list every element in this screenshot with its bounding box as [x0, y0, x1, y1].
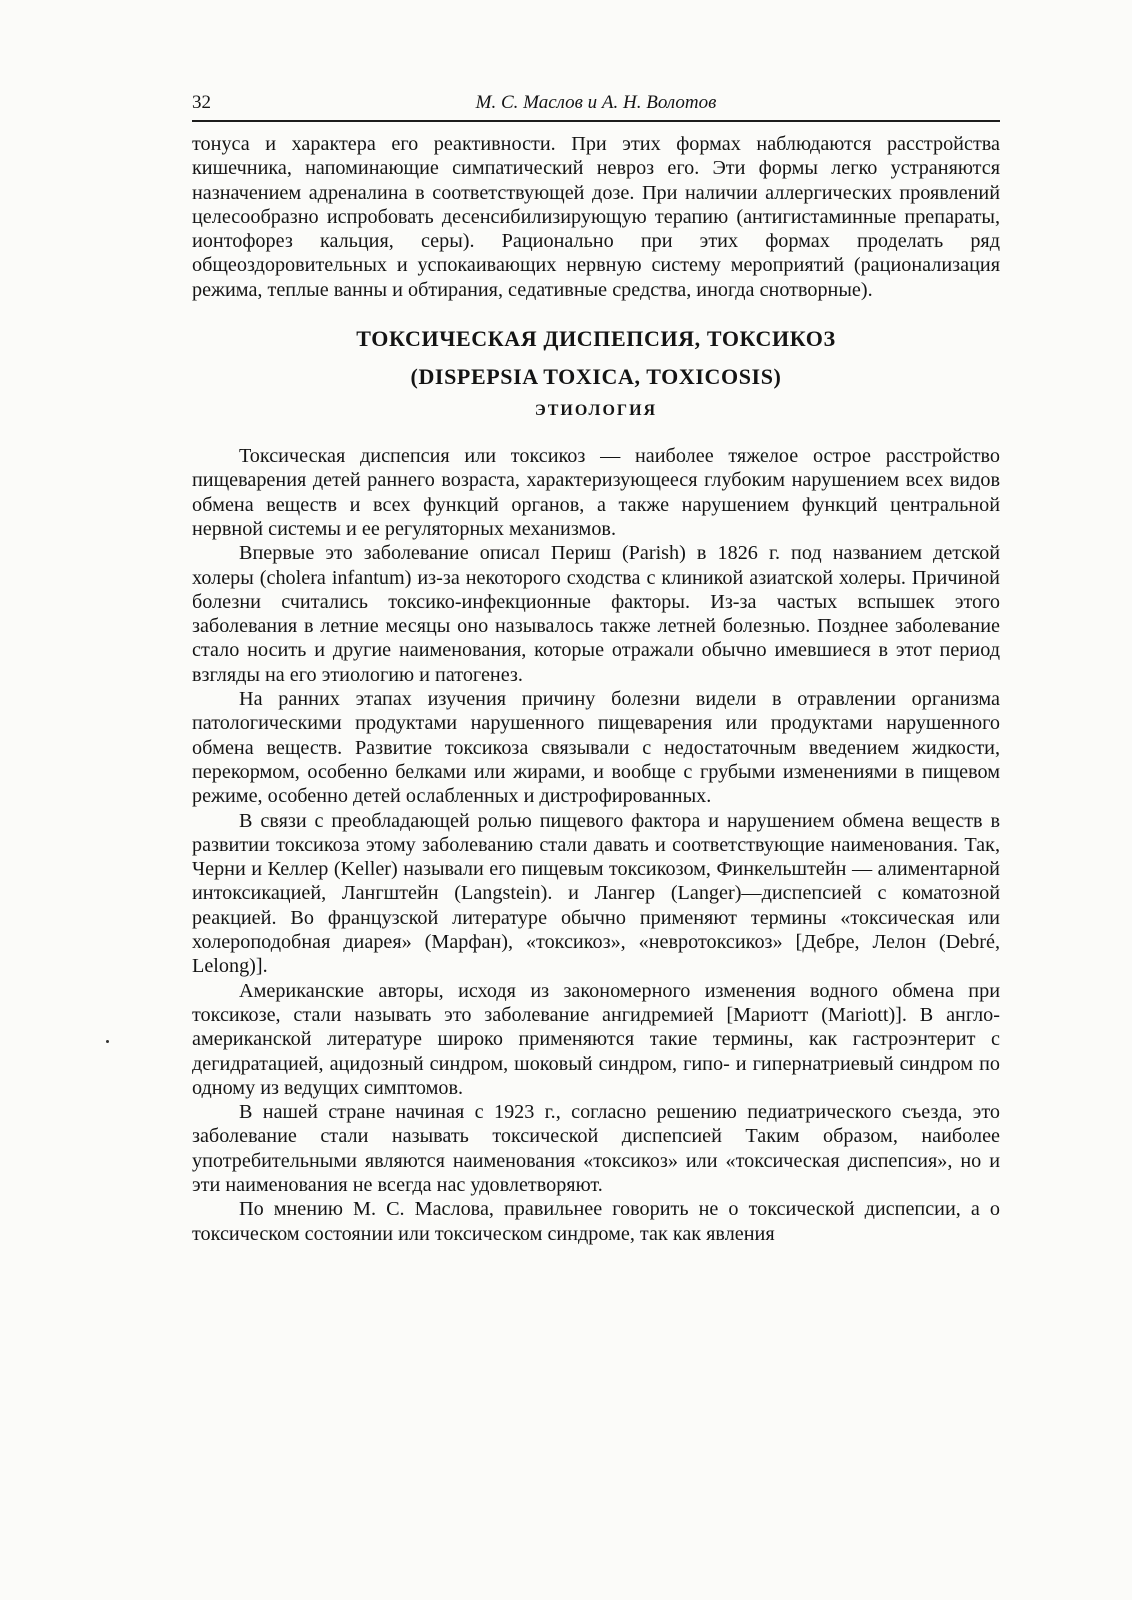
section-subtitle: ЭТИОЛОГИЯ	[534, 402, 658, 420]
page-number: 32	[192, 92, 211, 113]
paragraph: В нашей стране начиная с 1923 г., согласно решению педиатрического съезда, это заболевание стали называть токсической диспепсией Таким образом, наиболее употребительными являются наименования «токсикоз» или «токсическая диспепсия», но и эти наименования не всегда нас удовлетворяют.	[192, 1101, 1000, 1196]
body-text	[192, 132, 1000, 1246]
intro-paragraph: тонуса и характера его реактивности. При этих формах наблюдаются расстройства кишечника, напоминающие симпатический невроз его. Эти формы легко устраняются назначением адреналина в соответствующей дозе. При наличии аллергических проявлений целесообразно испробовать десенсибилизирующую терапию (антигистаминные препараты, ионтофорез кальция, серы). Рационально при этих формах проделать ряд общеоздоровительных и успокаивающих нервную систему мероприятий (рационализация режима, теплые ванны и обтирания, седативные средства, иногда снотворные).	[192, 133, 1000, 301]
paragraph: На ранних этапах изучения причину болезни видели в отравлении организма патологическими продуктами нарушенного пищеварения или продуктами нарушенного обмена веществ. Развитие токсикоза связывали с недостаточным введением жидкости, перекормом, особенно белками или жирами, и вообще с грубыми изменениями в пищевом режиме, особенно детей ослабленных и дистрофированных.	[192, 688, 1000, 808]
paragraph: Впервые это заболевание описал Периш (Parish) в 1826 г. под названием детской холеры (cholera infantum) из-за некоторого сходства с клиникой азиатской холеры. Причиной болезни считались токсико-инфекционные факторы. Из-за частых вспышек этого заболевания в летние месяцы оно называлось также летней болезнью. Позднее заболевание стало носить и другие наименования, которые отражали обычно имевшиеся в этот период взгляды на его этиологию и патогенез.	[192, 542, 1000, 686]
stray-ink-dot	[106, 1040, 109, 1043]
header-rule	[192, 120, 1000, 122]
paragraph: Американские авторы, исходя из закономерного изменения водного обмена при токсикозе, стали называть это заболевание ангидремией [Мариотт (Mariott)]. В англо-американской литературе широко применяются такие термины, как гастроэнтерит с дегидратацией, ацидозный синдром, шоковый синдром, гипо- и гипернатриевый синдром по одному из ведущих симптомов.	[192, 979, 1000, 1099]
running-head	[192, 84, 1000, 118]
paragraph: Токсическая диспепсия или токсикоз — наиболее тяжелое острое расстройство пищеварения детей раннего возраста, характеризующееся глубоким нарушением всех видов обмена веществ и всех функций органов, а также нарушением функций центральной нервной системы и ее регуляторных механизмов.	[192, 445, 1000, 540]
paragraph: По мнению М. С. Маслова, правильнее говорить не о токсической диспепсии, а о токсическом состоянии или токсическом синдроме, так как явления	[192, 1198, 1000, 1245]
paragraph: В связи с преобладающей ролью пищевого фактора и нарушением обмена веществ в развитии токсикоза этому заболеванию стали давать и соответствующие наименования. Так, Черни и Келлер (Keller) называли его пищевым токсикозом, Финкельштейн — алиментарной интоксикацией, Лангштейн (Langstein). и Лангер (Langer)—диспепсией с коматозной реакцией. Во французской литературе обычно применяют термины «токсическая или холероподобная диарея» (Марфан), «токсикоз», «невротоксикоз» [Дебре, Лелон (Debré, Lelong)].	[192, 809, 1000, 978]
section-title-latin: (DISPEPSIA TOXICA, TOXICOSIS)	[410, 364, 782, 390]
book-page	[192, 84, 1000, 1246]
section-heading	[192, 320, 1000, 426]
section-title-russian: ТОКСИЧЕСКАЯ ДИСПЕПСИЯ, ТОКСИКОЗ	[356, 326, 836, 352]
running-title: М. С. Маслов и А. Н. Волотов	[475, 92, 717, 113]
